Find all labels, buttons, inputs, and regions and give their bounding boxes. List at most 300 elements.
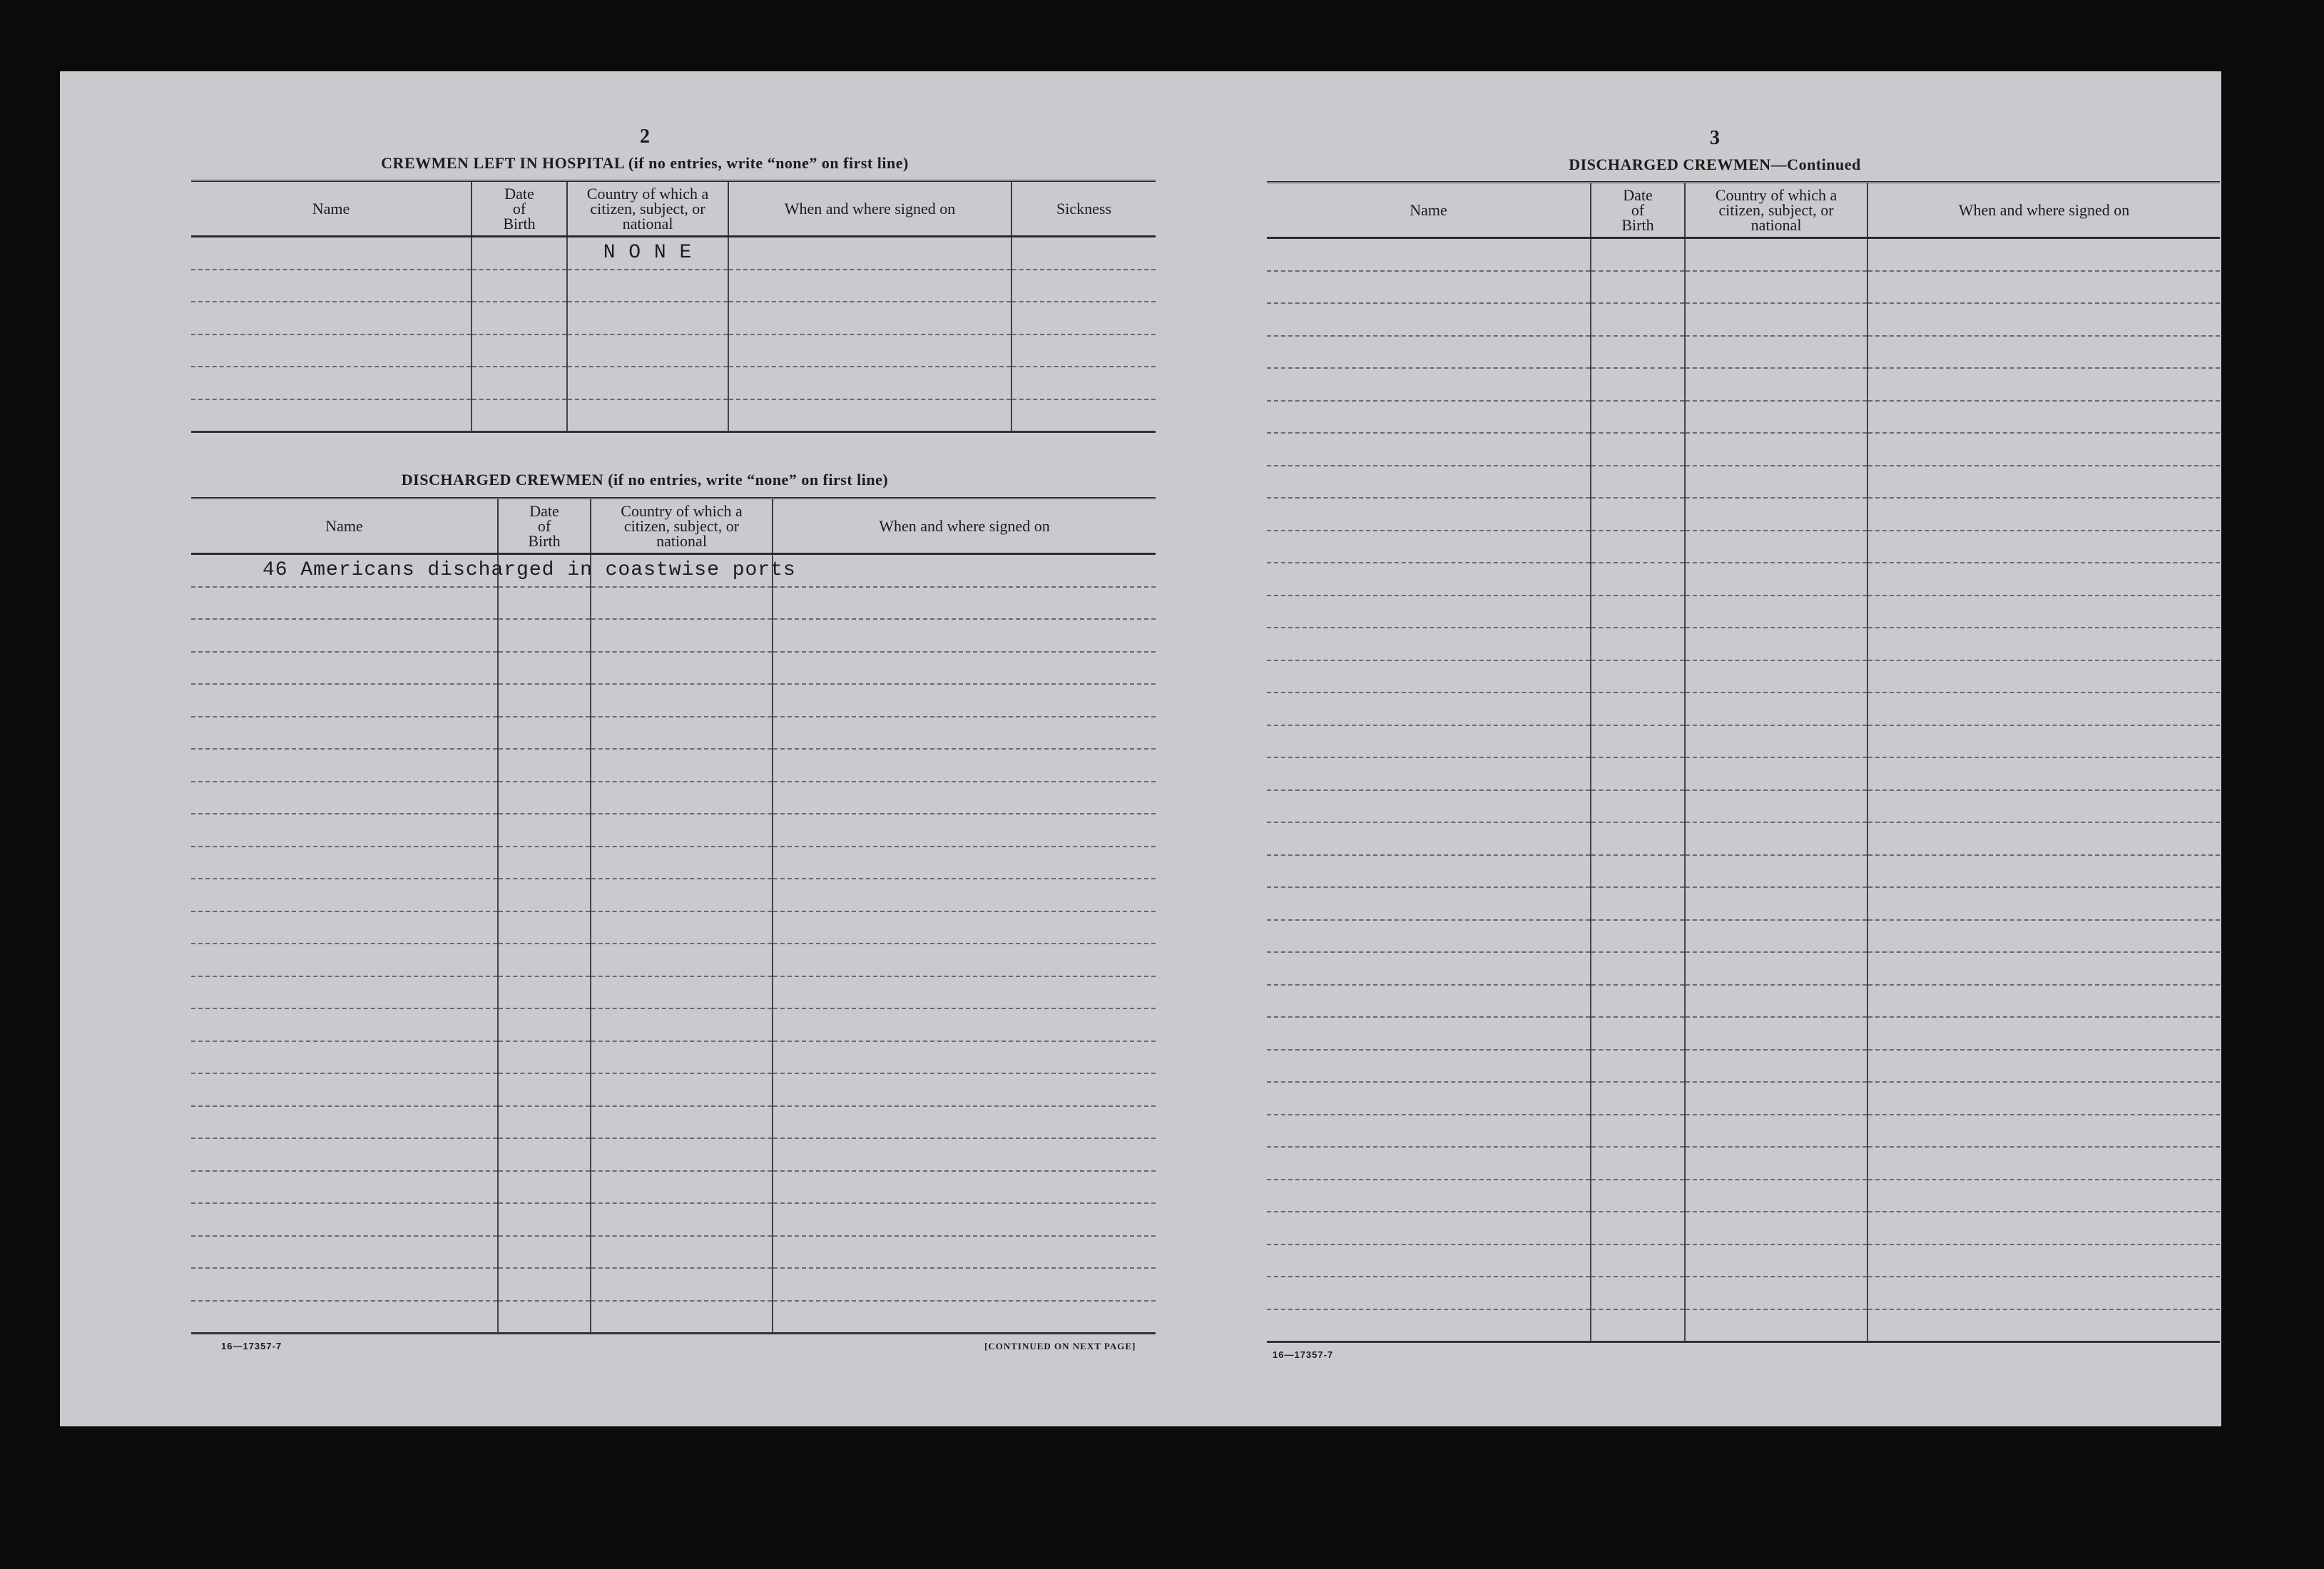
table-cell — [1685, 336, 1867, 369]
table-cell — [191, 684, 498, 717]
table-cell — [498, 1073, 591, 1106]
table-row — [191, 334, 1156, 367]
section-title-text: CREWMEN LEFT IN HOSPITAL — [381, 154, 624, 172]
table-cell — [191, 1268, 498, 1301]
table-cell — [498, 652, 591, 685]
column-header: Date of Birth — [498, 499, 591, 554]
discharged-table — [191, 497, 1156, 1334]
table-cell — [773, 1106, 1156, 1139]
table-cell — [498, 944, 591, 976]
table-cell — [773, 1268, 1156, 1301]
table-cell — [1591, 303, 1685, 336]
table-cell — [191, 814, 498, 847]
table-cell — [1867, 1017, 2220, 1050]
table-cell — [1591, 855, 1685, 888]
table-cell — [591, 1171, 773, 1204]
table-cell — [1591, 887, 1685, 920]
table-cell — [1591, 401, 1685, 434]
column-header: Name — [191, 499, 498, 554]
table-row — [191, 749, 1156, 782]
table-cell — [1011, 334, 1156, 367]
table-row — [1267, 920, 2220, 953]
table-cell — [1591, 596, 1685, 628]
discharged-section-title — [128, 471, 1161, 489]
table-cell — [1011, 399, 1156, 432]
table-row — [191, 1171, 1156, 1204]
table-cell — [591, 1041, 773, 1074]
table-cell — [191, 270, 472, 302]
table-cell — [472, 367, 567, 399]
typed-entry: N O N E — [567, 237, 728, 270]
table-cell — [1867, 1082, 2220, 1115]
table-cell — [591, 684, 773, 717]
table-cell — [498, 717, 591, 750]
table-cell — [1867, 531, 2220, 563]
table-cell — [191, 1171, 498, 1204]
table-cell — [773, 814, 1156, 847]
table-cell — [1685, 401, 1867, 434]
table-row — [191, 619, 1156, 652]
table-cell — [1011, 237, 1156, 270]
table-cell — [498, 911, 591, 944]
discharged-continued-table — [1267, 181, 2220, 1343]
table-cell — [1685, 985, 1867, 1018]
table-cell — [498, 782, 591, 814]
table-cell — [1685, 822, 1867, 855]
typed-entry: 46 Americans discharged in coastwise ports — [191, 554, 498, 587]
table-row — [1267, 271, 2220, 304]
form-code: 16—17357-7 — [1273, 1349, 1334, 1360]
table-cell — [773, 911, 1156, 944]
table-row — [191, 1203, 1156, 1236]
table-cell — [1591, 1050, 1685, 1083]
table-row — [191, 1008, 1156, 1041]
table-cell — [1685, 628, 1867, 660]
table-cell — [191, 1106, 498, 1139]
table-cell — [1867, 1277, 2220, 1309]
table-cell — [1867, 1212, 2220, 1245]
table-cell — [1685, 952, 1867, 985]
table-cell — [191, 1203, 498, 1236]
table-cell — [1267, 1082, 1591, 1115]
table-row — [1267, 1017, 2220, 1050]
table-cell — [1867, 855, 2220, 888]
table-row — [191, 652, 1156, 685]
table-row — [1267, 433, 2220, 466]
table-cell — [1591, 660, 1685, 693]
table-cell — [1685, 757, 1867, 790]
table-cell — [1867, 1147, 2220, 1180]
table-cell — [567, 302, 728, 334]
table-cell — [472, 302, 567, 334]
table-cell — [191, 879, 498, 911]
table-cell — [1267, 725, 1591, 758]
table-row — [1267, 1050, 2220, 1083]
form-code: 16—17357-7 — [221, 1341, 282, 1351]
table-row — [1267, 563, 2220, 596]
table-cell — [1591, 1082, 1685, 1115]
table-cell — [728, 237, 1011, 270]
table-cell — [591, 976, 773, 1009]
column-header: Date of Birth — [1591, 183, 1685, 238]
table-row — [1267, 822, 2220, 855]
table-cell — [1685, 855, 1867, 888]
table-row — [1267, 855, 2220, 888]
table-cell — [773, 782, 1156, 814]
table-cell — [773, 976, 1156, 1009]
table-cell — [1267, 1017, 1591, 1050]
table-row — [191, 717, 1156, 750]
table-cell — [591, 652, 773, 685]
table-cell — [498, 749, 591, 782]
column-header: Name — [191, 181, 472, 237]
table-cell — [498, 1041, 591, 1074]
table-cell — [591, 1236, 773, 1269]
table-cell — [1685, 1245, 1867, 1277]
table-row — [1267, 952, 2220, 985]
table-cell — [472, 334, 567, 367]
table-cell — [1867, 887, 2220, 920]
table-cell — [1685, 368, 1867, 401]
table-cell — [191, 619, 498, 652]
table-cell — [773, 554, 1156, 587]
table-row — [191, 944, 1156, 976]
table-cell — [1267, 531, 1591, 563]
table-cell — [1267, 952, 1591, 985]
table-cell — [191, 1301, 498, 1334]
table-cell — [1011, 302, 1156, 334]
page-number: 2 — [640, 126, 650, 148]
table-cell — [191, 911, 498, 944]
table-cell — [1591, 725, 1685, 758]
table-row — [191, 1236, 1156, 1269]
table-cell — [773, 1171, 1156, 1204]
table-cell — [1685, 563, 1867, 596]
table-cell — [498, 1008, 591, 1041]
table-cell — [773, 652, 1156, 685]
table-cell — [1685, 692, 1867, 725]
table-row — [191, 1301, 1156, 1334]
table-cell — [191, 1073, 498, 1106]
table-cell — [1267, 920, 1591, 953]
table-row — [191, 270, 1156, 302]
table-cell — [498, 1301, 591, 1334]
table-cell — [1685, 1017, 1867, 1050]
table-cell — [472, 399, 567, 432]
column-header: Date of Birth — [472, 181, 567, 237]
table-cell — [773, 1008, 1156, 1041]
table-cell — [1591, 920, 1685, 953]
table-cell — [1011, 270, 1156, 302]
table-cell — [1867, 952, 2220, 985]
table-cell — [1685, 1277, 1867, 1309]
table-cell — [728, 270, 1011, 302]
table-row — [1267, 1309, 2220, 1342]
column-header: Country of which a citizen, subject, or national — [591, 499, 773, 554]
section-note: (if no entries, write “none” on first line) — [628, 154, 909, 172]
table-cell — [1267, 1245, 1591, 1277]
table-cell — [1685, 1212, 1867, 1245]
table-row — [1267, 368, 2220, 401]
table-cell — [1267, 822, 1591, 855]
table-row — [1267, 336, 2220, 369]
table-cell — [1685, 531, 1867, 563]
table-row — [1267, 757, 2220, 790]
table-cell — [1685, 1050, 1867, 1083]
table-row — [1267, 1245, 2220, 1277]
table-cell — [498, 976, 591, 1009]
table-cell — [591, 847, 773, 879]
table-cell — [773, 1138, 1156, 1171]
table-row — [1267, 660, 2220, 693]
table-cell — [1867, 368, 2220, 401]
table-cell — [1267, 757, 1591, 790]
table-cell — [498, 1236, 591, 1269]
table-cell — [773, 1301, 1156, 1334]
table-cell — [1267, 887, 1591, 920]
table-cell — [591, 944, 773, 976]
table-cell — [1591, 952, 1685, 985]
table-cell — [1267, 1277, 1591, 1309]
table-cell — [591, 1203, 773, 1236]
table-cell — [191, 717, 498, 750]
table-cell — [191, 944, 498, 976]
table-cell — [1867, 1115, 2220, 1148]
table-cell — [191, 237, 472, 270]
table-cell — [773, 879, 1156, 911]
section-title-text: DISCHARGED CREWMEN — [401, 471, 604, 489]
column-header: Country of which a citizen, subject, or national — [567, 181, 728, 237]
table-cell — [1591, 368, 1685, 401]
table-cell — [773, 1203, 1156, 1236]
table-cell — [1867, 596, 2220, 628]
table-cell — [1267, 368, 1591, 401]
table-cell — [1867, 303, 2220, 336]
table-cell — [1685, 466, 1867, 499]
table-cell — [1591, 1147, 1685, 1180]
column-header: Country of which a citizen, subject, or national — [1685, 183, 1867, 238]
table-cell — [1867, 725, 2220, 758]
column-header: When and where signed on — [773, 499, 1156, 554]
table-cell — [191, 847, 498, 879]
table-cell — [498, 1203, 591, 1236]
table-cell — [1267, 692, 1591, 725]
table-row — [1267, 401, 2220, 434]
table-cell — [191, 749, 498, 782]
table-cell — [591, 1301, 773, 1334]
table-cell — [191, 652, 498, 685]
table-cell — [1685, 660, 1867, 693]
table-cell — [773, 587, 1156, 620]
table-cell — [591, 717, 773, 750]
table-cell — [191, 1138, 498, 1171]
table-cell — [1591, 563, 1685, 596]
table-cell — [191, 1041, 498, 1074]
table-row — [191, 911, 1156, 944]
table-cell — [1267, 271, 1591, 304]
table-cell — [591, 1073, 773, 1106]
table-cell — [191, 1008, 498, 1041]
table-cell — [591, 749, 773, 782]
table-cell — [498, 587, 591, 620]
table-cell — [1867, 628, 2220, 660]
table-cell — [1591, 531, 1685, 563]
table-cell — [1591, 433, 1685, 466]
table-cell — [1867, 1245, 2220, 1277]
table-cell — [1867, 498, 2220, 531]
table-cell — [1267, 401, 1591, 434]
table-cell — [498, 1171, 591, 1204]
table-cell — [1685, 1115, 1867, 1148]
table-cell — [498, 1268, 591, 1301]
table-cell — [1867, 271, 2220, 304]
table-row — [1267, 238, 2220, 271]
table-cell — [498, 814, 591, 847]
table-cell — [1011, 367, 1156, 399]
table-cell — [498, 879, 591, 911]
table-cell — [591, 782, 773, 814]
table-cell — [498, 684, 591, 717]
column-header: When and where signed on — [1867, 183, 2220, 238]
table-cell — [773, 717, 1156, 750]
table-row — [191, 302, 1156, 334]
table-cell — [591, 814, 773, 847]
section-note: (if no entries, write “none” on first line) — [608, 471, 889, 489]
table-cell — [591, 1008, 773, 1041]
table-cell — [1267, 238, 1591, 271]
table-cell — [1685, 887, 1867, 920]
table-row — [191, 237, 1156, 270]
table-cell — [191, 399, 472, 432]
table-row — [1267, 498, 2220, 531]
table-row — [191, 814, 1156, 847]
table-cell — [498, 619, 591, 652]
table-cell — [1867, 401, 2220, 434]
table-row — [1267, 725, 2220, 758]
table-cell — [1267, 1050, 1591, 1083]
table-row — [1267, 692, 2220, 725]
table-cell — [773, 944, 1156, 976]
table-cell — [1267, 628, 1591, 660]
column-header: Sickness — [1011, 181, 1156, 237]
table-row — [1267, 790, 2220, 823]
table-cell — [1591, 1245, 1685, 1277]
document-sheet — [60, 71, 2221, 1426]
table-cell — [1591, 1212, 1685, 1245]
table-cell — [1867, 433, 2220, 466]
table-cell — [1267, 563, 1591, 596]
table-cell — [1867, 757, 2220, 790]
table-row — [1267, 466, 2220, 499]
table-row — [191, 1268, 1156, 1301]
table-row — [1267, 887, 2220, 920]
table-row — [191, 399, 1156, 432]
table-cell — [191, 587, 498, 620]
table-cell — [1267, 855, 1591, 888]
table-cell — [1591, 692, 1685, 725]
table-cell — [1267, 1147, 1591, 1180]
table-cell — [498, 847, 591, 879]
table-cell — [472, 237, 567, 270]
table-cell — [191, 302, 472, 334]
table-cell — [1267, 985, 1591, 1018]
table-cell — [1591, 1115, 1685, 1148]
table-cell — [1267, 1115, 1591, 1148]
table-cell — [1685, 1147, 1867, 1180]
table-cell — [591, 619, 773, 652]
table-cell — [191, 334, 472, 367]
table-cell — [591, 587, 773, 620]
table-cell — [1867, 985, 2220, 1018]
table-cell — [1267, 596, 1591, 628]
table-cell — [1685, 1082, 1867, 1115]
column-header: Name — [1267, 183, 1591, 238]
table-row — [1267, 596, 2220, 628]
table-cell — [1685, 303, 1867, 336]
table-cell — [191, 367, 472, 399]
table-cell — [1685, 238, 1867, 271]
table-row — [1267, 985, 2220, 1018]
table-cell — [1591, 628, 1685, 660]
table-cell — [728, 334, 1011, 367]
table-row — [1267, 628, 2220, 660]
table-cell — [1267, 466, 1591, 499]
table-row — [1267, 1180, 2220, 1212]
table-row — [191, 1106, 1156, 1139]
table-cell — [1685, 790, 1867, 823]
table-cell — [1267, 303, 1591, 336]
table-cell — [1685, 920, 1867, 953]
table-cell — [1685, 725, 1867, 758]
table-cell — [1591, 336, 1685, 369]
table-cell — [567, 399, 728, 432]
table-cell — [1867, 790, 2220, 823]
table-cell — [1867, 920, 2220, 953]
table-cell — [1591, 498, 1685, 531]
table-cell — [1867, 660, 2220, 693]
table-cell — [1685, 498, 1867, 531]
table-cell — [728, 302, 1011, 334]
table-cell — [1685, 1180, 1867, 1212]
table-cell — [191, 976, 498, 1009]
table-cell — [773, 847, 1156, 879]
table-cell — [1591, 757, 1685, 790]
table-cell — [773, 1073, 1156, 1106]
table-cell — [1591, 1309, 1685, 1342]
page-number: 3 — [1710, 127, 1720, 149]
table-row — [1267, 1115, 2220, 1148]
table-cell — [1267, 1212, 1591, 1245]
table-row — [191, 1041, 1156, 1074]
table-cell — [1591, 466, 1685, 499]
table-cell — [728, 367, 1011, 399]
table-row — [1267, 303, 2220, 336]
table-row — [191, 587, 1156, 620]
table-cell — [773, 684, 1156, 717]
table-cell — [472, 270, 567, 302]
table-cell — [1685, 1309, 1867, 1342]
table-row — [191, 367, 1156, 399]
right-section-title: DISCHARGED CREWMEN—Continued — [1569, 155, 1861, 173]
table-cell — [567, 334, 728, 367]
table-cell — [1867, 1180, 2220, 1212]
table-cell — [1267, 498, 1591, 531]
table-cell — [591, 1138, 773, 1171]
table-cell — [591, 1106, 773, 1139]
table-cell — [1591, 1277, 1685, 1309]
table-row — [191, 1138, 1156, 1171]
table-cell — [1867, 563, 2220, 596]
